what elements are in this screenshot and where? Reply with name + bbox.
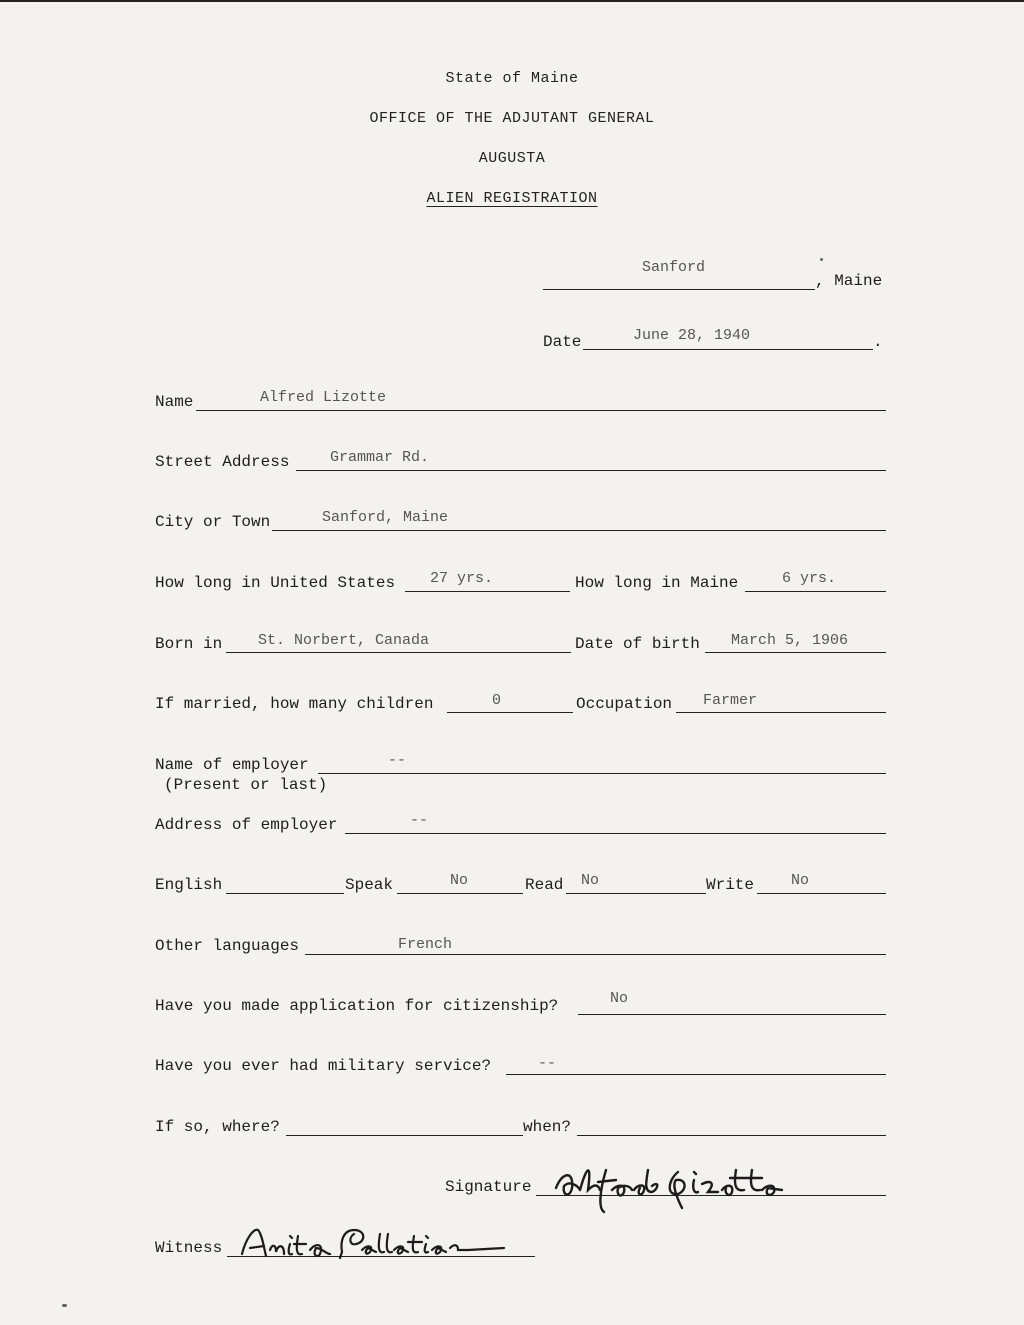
employer-label: Name of employer: [155, 756, 309, 774]
military-value: --: [538, 1055, 557, 1072]
witness-label: Witness: [155, 1239, 223, 1257]
write-value: No: [791, 872, 810, 889]
employer-address-label: Address of employer: [155, 816, 338, 834]
when-label: when?: [523, 1118, 572, 1136]
employer-address-value: --: [410, 812, 429, 829]
occupation-value: Farmer: [703, 692, 758, 709]
street-label: Street Address: [155, 453, 290, 471]
read-label: Read: [525, 876, 564, 894]
children-line: [447, 712, 573, 713]
paper-speck: [62, 1304, 67, 1307]
date-label: Date: [543, 333, 582, 351]
where-line: [286, 1135, 523, 1136]
speak-value: No: [450, 872, 469, 889]
maine-years-value: 6 yrs.: [782, 570, 837, 587]
born-label: Born in: [155, 635, 223, 653]
write-label: Write: [706, 876, 755, 894]
read-value: No: [581, 872, 600, 889]
city-label: City or Town: [155, 513, 271, 531]
name-line: [196, 410, 886, 411]
us-years-value: 27 yrs.: [430, 570, 494, 587]
maine-years-line: [745, 591, 886, 592]
english-label: English: [155, 876, 223, 894]
city-value: Sanford, Maine: [322, 509, 449, 526]
street-value: Grammar Rd.: [330, 449, 430, 466]
paper-speck: [820, 258, 823, 261]
us-years-label: How long in United States: [155, 574, 396, 592]
date-end: .: [873, 333, 883, 351]
other-languages-value: French: [398, 936, 453, 953]
signature-handwriting: [548, 1150, 823, 1220]
where-label: If so, where?: [155, 1118, 280, 1136]
name-label: Name: [155, 393, 194, 411]
born-line: [226, 652, 571, 653]
occupation-line: [676, 712, 886, 713]
form-title: ALIEN REGISTRATION: [426, 190, 598, 207]
employer-line: [318, 773, 886, 774]
children-value: 0: [492, 692, 502, 709]
header-state: State of Maine: [445, 70, 579, 87]
children-label: If married, how many children: [155, 695, 434, 713]
dob-line: [705, 652, 886, 653]
name-value: Alfred Lizotte: [260, 389, 387, 406]
us-years-line: [405, 591, 570, 592]
citizenship-value: No: [610, 990, 629, 1007]
speak-line: [397, 893, 523, 894]
other-languages-line: [305, 954, 886, 955]
location-town: Sanford: [642, 259, 706, 276]
other-languages-label: Other languages: [155, 937, 300, 955]
location-suffix: , Maine: [815, 272, 883, 290]
employer-sublabel: (Present or last): [164, 776, 328, 794]
witness-handwriting: [236, 1218, 521, 1268]
citizenship-line: [578, 1014, 886, 1015]
maine-years-label: How long in Maine: [575, 574, 739, 592]
employer-address-line: [345, 833, 886, 834]
military-line: [506, 1074, 886, 1075]
citizenship-label: Have you made application for citizenship?: [155, 997, 559, 1015]
occupation-label: Occupation: [576, 695, 673, 713]
dob-value: March 5, 1906: [731, 632, 849, 649]
date-value: June 28, 1940: [633, 327, 751, 344]
date-line: [583, 349, 873, 350]
write-line: [757, 893, 886, 894]
street-line: [296, 470, 886, 471]
read-line: [566, 893, 706, 894]
dob-label: Date of birth: [575, 635, 700, 653]
speak-label: Speak: [345, 876, 394, 894]
city-line: [272, 530, 886, 531]
military-label: Have you ever had military service?: [155, 1057, 492, 1075]
employer-value: --: [388, 752, 407, 769]
when-line: [577, 1135, 886, 1136]
header-office: OFFICE OF THE ADJUTANT GENERAL: [369, 110, 655, 127]
location-line: [543, 289, 815, 290]
born-value: St. Norbert, Canada: [258, 632, 430, 649]
english-line: [226, 893, 344, 894]
header-city: AUGUSTA: [478, 150, 546, 167]
signature-label: Signature: [445, 1178, 532, 1196]
